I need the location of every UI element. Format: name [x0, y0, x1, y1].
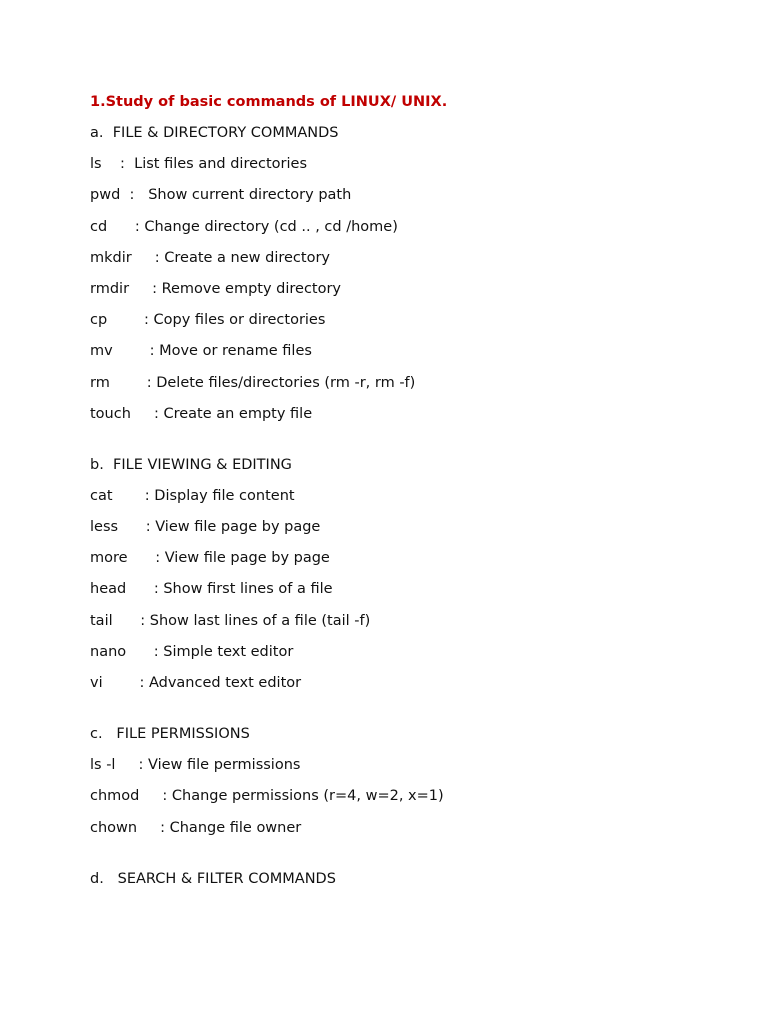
- command-line: rm : Delete files/directories (rm -r, rm -f): [90, 374, 416, 391]
- section-heading: c. FILE PERMISSIONS: [90, 726, 250, 742]
- document-page: [90, 92, 730, 900]
- section-file-permissions: [90, 724, 730, 838]
- section-heading: d. SEARCH & FILTER COMMANDS: [90, 870, 336, 887]
- command-line: pwd : Show current directory path: [90, 187, 352, 204]
- command-line: tail : Show last lines of a file (tail -f): [90, 612, 371, 629]
- command-line: nano : Simple text editor: [90, 643, 294, 660]
- command-line: cd : Change directory (cd .. , cd /home): [90, 218, 398, 235]
- command-line: vi : Advanced text editor: [90, 675, 302, 691]
- section-file-directory-commands: [90, 123, 730, 424]
- section-heading: a. FILE & DIRECTORY COMMANDS: [90, 125, 339, 141]
- command-line: ls -l : View file permissions: [90, 757, 301, 774]
- section-file-viewing-editing: [90, 455, 730, 693]
- command-line: ls : List files and directories: [90, 156, 308, 173]
- command-line: mkdir : Create a new directory: [90, 249, 330, 266]
- document-title: 1.Study of basic commands of LINUX/ UNIX.: [90, 94, 448, 110]
- command-line: touch : Create an empty file: [90, 405, 313, 422]
- section-search-filter-commands: [90, 869, 730, 889]
- command-line: less : View file page by page: [90, 519, 321, 536]
- command-line: head : Show first lines of a file: [90, 581, 333, 598]
- command-line: cp : Copy files or directories: [90, 312, 326, 329]
- command-line: chmod : Change permissions (r=4, w=2, x=1): [90, 788, 444, 805]
- command-line: rmdir : Remove empty directory: [90, 280, 342, 297]
- section-heading: b. FILE VIEWING & EDITING: [90, 456, 292, 473]
- command-line: cat : Display file content: [90, 487, 295, 504]
- command-line: more : View file page by page: [90, 550, 330, 567]
- command-line: mv : Move or rename files: [90, 343, 312, 360]
- command-line: chown : Change file owner: [90, 819, 302, 836]
